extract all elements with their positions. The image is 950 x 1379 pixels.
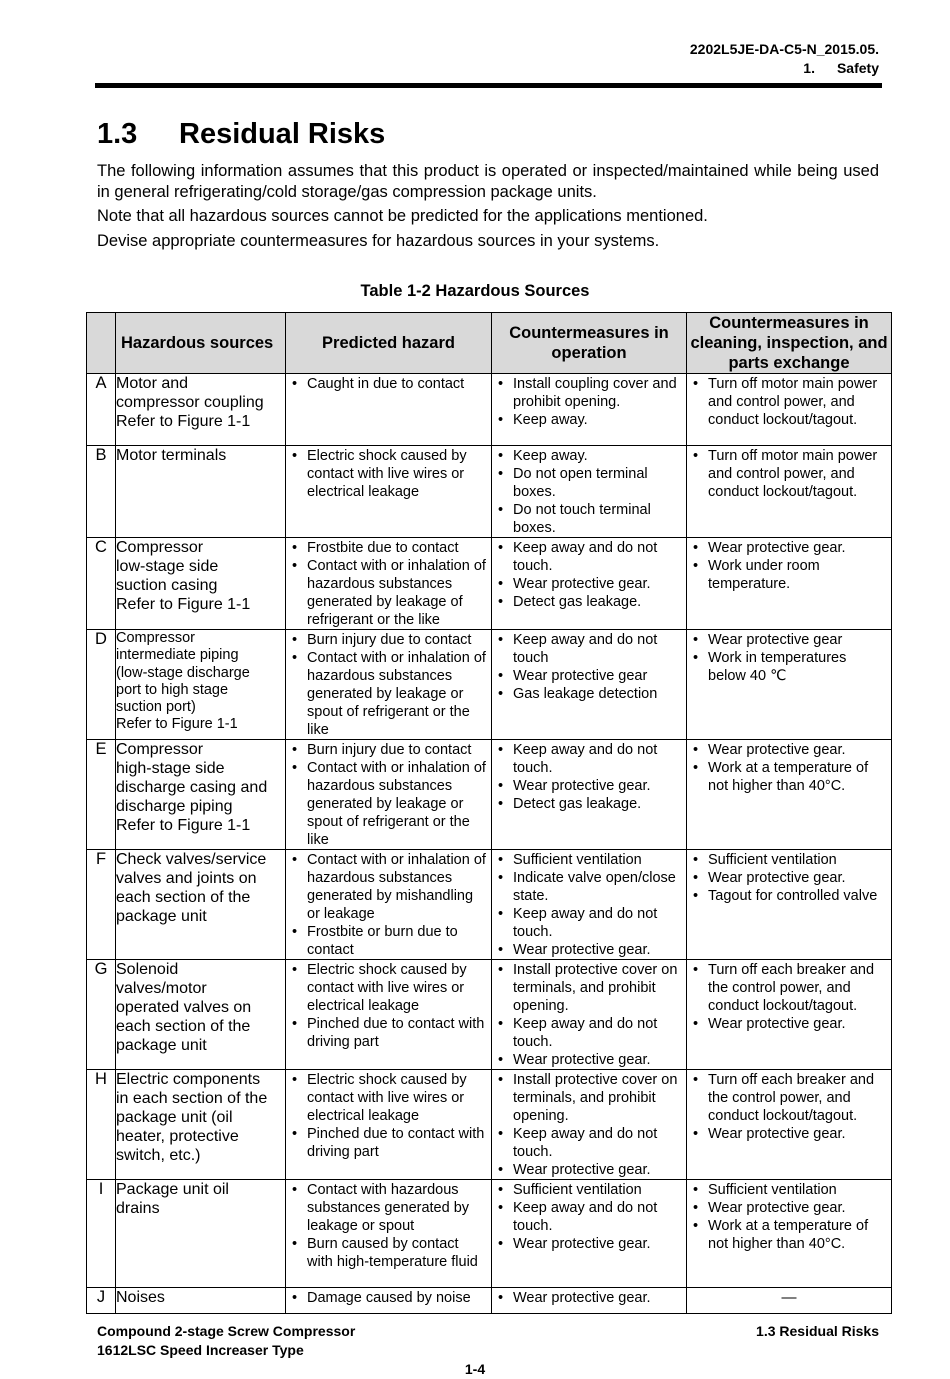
cleaning-countermeasure-cell — [687, 1070, 892, 1180]
document-code: 2202L5JE-DA-C5-N_2015.05. — [689, 41, 879, 57]
bullet-list — [286, 850, 491, 959]
hazardous-source-cell — [116, 1288, 286, 1314]
bullet-item: • Wear protective gear. — [497, 1235, 682, 1253]
operation-countermeasure-cell — [492, 374, 687, 446]
source-line: low-stage side — [116, 558, 219, 575]
hazardous-source-cell — [116, 630, 286, 740]
cleaning-countermeasure-cell — [687, 960, 892, 1070]
source-line: discharge piping — [116, 798, 233, 815]
bullet-list — [286, 1180, 491, 1271]
running-section-header — [803, 60, 879, 76]
source-line: valves and joints on — [116, 870, 257, 887]
table-row — [87, 446, 892, 538]
table-row — [87, 1288, 892, 1314]
bullet-list — [286, 1070, 491, 1161]
operation-countermeasure-cell — [492, 630, 687, 740]
row-id: I — [87, 1180, 116, 1288]
source-line: discharge casing and — [116, 779, 268, 796]
bullet-item: • Turn off each breaker and the control power, and conduct lockout/tagout. — [692, 961, 887, 1015]
hazardous-source-cell — [116, 850, 286, 960]
operation-countermeasure-cell — [492, 1288, 687, 1314]
bullet-list — [286, 538, 491, 629]
source-line: package unit (oil — [116, 1109, 233, 1126]
bullet-item: • Tagout for controlled valve — [692, 887, 887, 905]
bullet-list — [286, 374, 491, 393]
operation-countermeasure-cell — [492, 740, 687, 850]
hazardous-sources-table — [86, 312, 892, 1314]
bullet-item: • Wear protective gear. — [692, 741, 887, 759]
bullet-item: • Contact with or inhalation of hazardous substances generated by leakage or spout of refrigerant or the like — [291, 759, 487, 849]
bullet-item: • Keep away and do not touch. — [497, 741, 682, 777]
source-line: (low-stage discharge — [116, 664, 250, 681]
bullet-item: • Caught in due to contact — [291, 375, 487, 393]
header-id — [87, 313, 116, 374]
cleaning-countermeasure-cell — [687, 446, 892, 538]
bullet-item: • Keep away. — [497, 411, 682, 429]
bullet-item: • Work under room temperature. — [692, 557, 887, 593]
bullet-item: • Wear protective gear. — [692, 539, 887, 557]
bullet-item: • Work at a temperature of not higher than 40°C. — [692, 1217, 887, 1253]
cleaning-countermeasure-cell — [687, 1180, 892, 1288]
source-line: valves/motor — [116, 980, 207, 997]
source-line: Refer to Figure 1-1 — [116, 596, 251, 613]
cleaning-countermeasure-cell: — — [687, 1288, 892, 1314]
predicted-hazard-cell — [286, 740, 492, 850]
intro-paragraph-3: Devise appropriate countermeasures for hazardous sources in your systems. — [97, 232, 660, 250]
table-caption: Table 1-2 Hazardous Sources — [360, 282, 590, 300]
source-line: switch, etc.) — [116, 1147, 201, 1164]
bullet-item: • Damage caused by noise — [291, 1289, 487, 1307]
bullet-item: • Keep away and do not touch. — [497, 905, 682, 941]
source-line: intermediate piping — [116, 647, 239, 664]
bullet-list — [286, 446, 491, 501]
row-id: D — [87, 630, 116, 740]
bullet-item: • Indicate valve open/close state. — [497, 869, 682, 905]
source-line: Solenoid — [116, 961, 179, 978]
hazardous-source-cell — [116, 960, 286, 1070]
source-line: each section of the — [116, 889, 251, 906]
bullet-list — [492, 630, 686, 703]
bullet-item: • Keep away. — [497, 447, 682, 465]
bullet-list — [492, 374, 686, 429]
operation-countermeasure-cell — [492, 1180, 687, 1288]
bullet-item: • Burn injury due to contact — [291, 741, 487, 759]
source-line: heater, protective — [116, 1128, 239, 1145]
bullet-item: • Work in temperatures below 40 ℃ — [692, 649, 887, 685]
source-line: drains — [116, 1200, 160, 1217]
title-number: 1.3 — [97, 118, 138, 150]
row-id: A — [87, 374, 116, 446]
bullet-item: • Sufficient ventilation — [692, 851, 887, 869]
header-predicted-hazard: Predicted hazard — [286, 313, 492, 374]
bullet-item: • Pinched due to contact with driving part — [291, 1015, 487, 1051]
row-id: E — [87, 740, 116, 850]
bullet-list — [687, 960, 891, 1033]
bullet-item: • Install coupling cover and prohibit opening. — [497, 375, 682, 411]
bullet-item: • Keep away and do not touch — [497, 631, 682, 667]
source-line: in each section of the — [116, 1090, 268, 1107]
bullet-list — [687, 1070, 891, 1143]
bullet-item: • Frostbite due to contact — [291, 539, 487, 557]
bullet-item: • Contact with or inhalation of hazardous substances generated by leakage of refrigerant or the like — [291, 557, 487, 629]
bullet-item: • Wear protective gear. — [497, 1289, 682, 1307]
table-header-row — [87, 313, 892, 374]
bullet-list — [687, 850, 891, 905]
cleaning-countermeasure-cell — [687, 740, 892, 850]
bullet-item: • Electric shock caused by contact with live wires or electrical leakage — [291, 447, 487, 501]
predicted-hazard-cell — [286, 1288, 492, 1314]
bullet-item: • Keep away and do not touch. — [497, 1125, 682, 1161]
predicted-hazard-cell — [286, 538, 492, 630]
bullet-item: • Keep away and do not touch. — [497, 1015, 682, 1051]
predicted-hazard-cell — [286, 446, 492, 538]
bullet-list — [492, 446, 686, 537]
operation-countermeasure-cell — [492, 446, 687, 538]
predicted-hazard-cell — [286, 1180, 492, 1288]
operation-countermeasure-cell — [492, 960, 687, 1070]
table-row — [87, 960, 892, 1070]
bullet-item: • Install protective cover on terminals, and prohibit opening. — [497, 1071, 682, 1125]
table-row — [87, 1180, 892, 1288]
bullet-item: • Wear protective gear. — [497, 1051, 682, 1069]
bullet-list — [286, 630, 491, 739]
table-row — [87, 538, 892, 630]
bullet-item: • Do not touch terminal boxes. — [497, 501, 682, 537]
page-title — [97, 118, 385, 151]
source-line: package unit — [116, 1037, 207, 1054]
bullet-list — [286, 1288, 491, 1307]
bullet-item: • Wear protective gear — [692, 631, 887, 649]
bullet-list — [687, 1180, 891, 1253]
bullet-item: • Contact with or inhalation of hazardous substances generated by mishandling or leakage — [291, 851, 487, 923]
source-line: compressor coupling — [116, 394, 264, 411]
row-id: G — [87, 960, 116, 1070]
source-line: Compressor — [116, 741, 204, 758]
bullet-item: • Sufficient ventilation — [497, 1181, 682, 1199]
table-row — [87, 630, 892, 740]
row-id: J — [87, 1288, 116, 1314]
predicted-hazard-cell — [286, 1070, 492, 1180]
bullet-item: • Wear protective gear. — [692, 1015, 887, 1033]
source-line: Refer to Figure 1-1 — [116, 716, 238, 733]
cleaning-countermeasure-cell — [687, 538, 892, 630]
bullet-item: • Keep away and do not touch. — [497, 539, 682, 575]
section-name: Safety — [836, 60, 879, 76]
bullet-list — [687, 538, 891, 593]
bullet-list — [687, 446, 891, 501]
row-id: H — [87, 1070, 116, 1180]
bullet-item: • Contact with hazardous substances generated by leakage or spout — [291, 1181, 487, 1235]
table-row — [87, 850, 892, 960]
row-id: B — [87, 446, 116, 538]
table-row — [87, 1070, 892, 1180]
source-line: Refer to Figure 1-1 — [116, 817, 251, 834]
source-line: Noises — [116, 1289, 165, 1306]
source-line: operated valves on — [116, 999, 252, 1016]
bullet-item: • Detect gas leakage. — [497, 593, 682, 611]
bullet-item: • Turn off motor main power and control power, and conduct lockout/tagout. — [692, 375, 887, 429]
bullet-item: • Wear protective gear. — [497, 941, 682, 959]
cleaning-countermeasure-cell — [687, 374, 892, 446]
hazardous-source-cell — [116, 538, 286, 630]
bullet-item: • Wear protective gear. — [692, 1125, 887, 1143]
bullet-list — [492, 740, 686, 813]
hazardous-source-cell — [116, 1180, 286, 1288]
bullet-item: • Burn caused by contact with high-temperature fluid — [291, 1235, 487, 1271]
bullet-list — [492, 538, 686, 611]
bullet-list — [492, 1288, 686, 1307]
bullet-item: • Wear protective gear — [497, 667, 682, 685]
source-line: high-stage side — [116, 760, 225, 777]
predicted-hazard-cell — [286, 374, 492, 446]
bullet-item: • Sufficient ventilation — [497, 851, 682, 869]
header-rule — [95, 83, 882, 88]
source-line: suction casing — [116, 577, 218, 594]
footer-section-ref: 1.3 Residual Risks — [756, 1323, 879, 1339]
header-countermeasures-cleaning: Countermeasures in cleaning, inspection, and parts exchange — [687, 313, 892, 374]
page-number: 1-4 — [464, 1361, 486, 1377]
bullet-item: • Wear protective gear. — [497, 575, 682, 593]
hazardous-source-cell — [116, 1070, 286, 1180]
operation-countermeasure-cell — [492, 538, 687, 630]
source-line: Package unit oil — [116, 1181, 229, 1198]
table-row — [87, 740, 892, 850]
intro-paragraph-1: The following information assumes that this product is operated or inspected/maintained while being used in general refrigerating/cold storage/gas compression package units. — [97, 162, 879, 201]
bullet-item: • Install protective cover on terminals, and prohibit opening. — [497, 961, 682, 1015]
bullet-item: • Pinched due to contact with driving part — [291, 1125, 487, 1161]
cleaning-countermeasure-cell — [687, 850, 892, 960]
bullet-item: • Gas leakage detection — [497, 685, 682, 703]
source-line: Compressor — [116, 630, 195, 646]
footer-product-line-2: 1612LSC Speed Increaser Type — [97, 1342, 304, 1358]
hazardous-source-cell — [116, 446, 286, 538]
header-hazardous-sources: Hazardous sources — [116, 313, 286, 374]
bullet-list — [687, 630, 891, 685]
bullet-list — [286, 740, 491, 849]
bullet-item: • Turn off each breaker and the control power, and conduct lockout/tagout. — [692, 1071, 887, 1125]
row-id: C — [87, 538, 116, 630]
bullet-item: • Contact with or inhalation of hazardous substances generated by leakage or spout of refrigerant or the like — [291, 649, 487, 739]
source-line: Refer to Figure 1-1 — [116, 413, 251, 430]
operation-countermeasure-cell — [492, 850, 687, 960]
bullet-item: • Wear protective gear. — [692, 1199, 887, 1217]
bullet-list — [687, 740, 891, 795]
bullet-item: • Frostbite or burn due to contact — [291, 923, 487, 959]
bullet-item: • Electric shock caused by contact with live wires or electrical leakage — [291, 961, 487, 1015]
bullet-item: • Electric shock caused by contact with live wires or electrical leakage — [291, 1071, 487, 1125]
bullet-item: • Work at a temperature of not higher than 40°C. — [692, 759, 887, 795]
predicted-hazard-cell — [286, 850, 492, 960]
table-row — [87, 374, 892, 446]
hazardous-source-cell — [116, 374, 286, 446]
bullet-item: • Wear protective gear. — [692, 869, 887, 887]
row-id: F — [87, 850, 116, 960]
source-line: Motor terminals — [116, 447, 227, 464]
source-line: Motor and — [116, 375, 189, 392]
bullet-item: • Sufficient ventilation — [692, 1181, 887, 1199]
source-line: Compressor — [116, 539, 204, 556]
header-countermeasures-operation: Countermeasures in operation — [492, 313, 687, 374]
source-line: Check valves/service — [116, 851, 267, 868]
cleaning-countermeasure-cell — [687, 630, 892, 740]
bullet-list — [286, 960, 491, 1051]
section-number: 1. — [803, 60, 815, 76]
source-line: suction port) — [116, 699, 196, 716]
bullet-item: • Burn injury due to contact — [291, 631, 487, 649]
predicted-hazard-cell — [286, 960, 492, 1070]
footer-product-line-1: Compound 2-stage Screw Compressor — [97, 1323, 356, 1339]
hazardous-source-cell — [116, 740, 286, 850]
operation-countermeasure-cell — [492, 1070, 687, 1180]
intro-paragraph-2: Note that all hazardous sources cannot be predicted for the applications mentioned. — [97, 207, 708, 225]
title-text: Residual Risks — [179, 118, 386, 150]
bullet-item: • Do not open terminal boxes. — [497, 465, 682, 501]
source-line: Electric components — [116, 1071, 261, 1088]
bullet-list — [492, 960, 686, 1069]
bullet-list — [492, 1070, 686, 1179]
bullet-item: • Keep away and do not touch. — [497, 1199, 682, 1235]
bullet-list — [687, 374, 891, 429]
bullet-item: • Detect gas leakage. — [497, 795, 682, 813]
bullet-list — [492, 1180, 686, 1253]
predicted-hazard-cell — [286, 630, 492, 740]
source-line: package unit — [116, 908, 207, 925]
bullet-item: • Wear protective gear. — [497, 1161, 682, 1179]
bullet-item: • Wear protective gear. — [497, 777, 682, 795]
bullet-list — [492, 850, 686, 959]
source-line: port to high stage — [116, 681, 229, 698]
source-line: each section of the — [116, 1018, 251, 1035]
bullet-item: • Turn off motor main power and control power, and conduct lockout/tagout. — [692, 447, 887, 501]
